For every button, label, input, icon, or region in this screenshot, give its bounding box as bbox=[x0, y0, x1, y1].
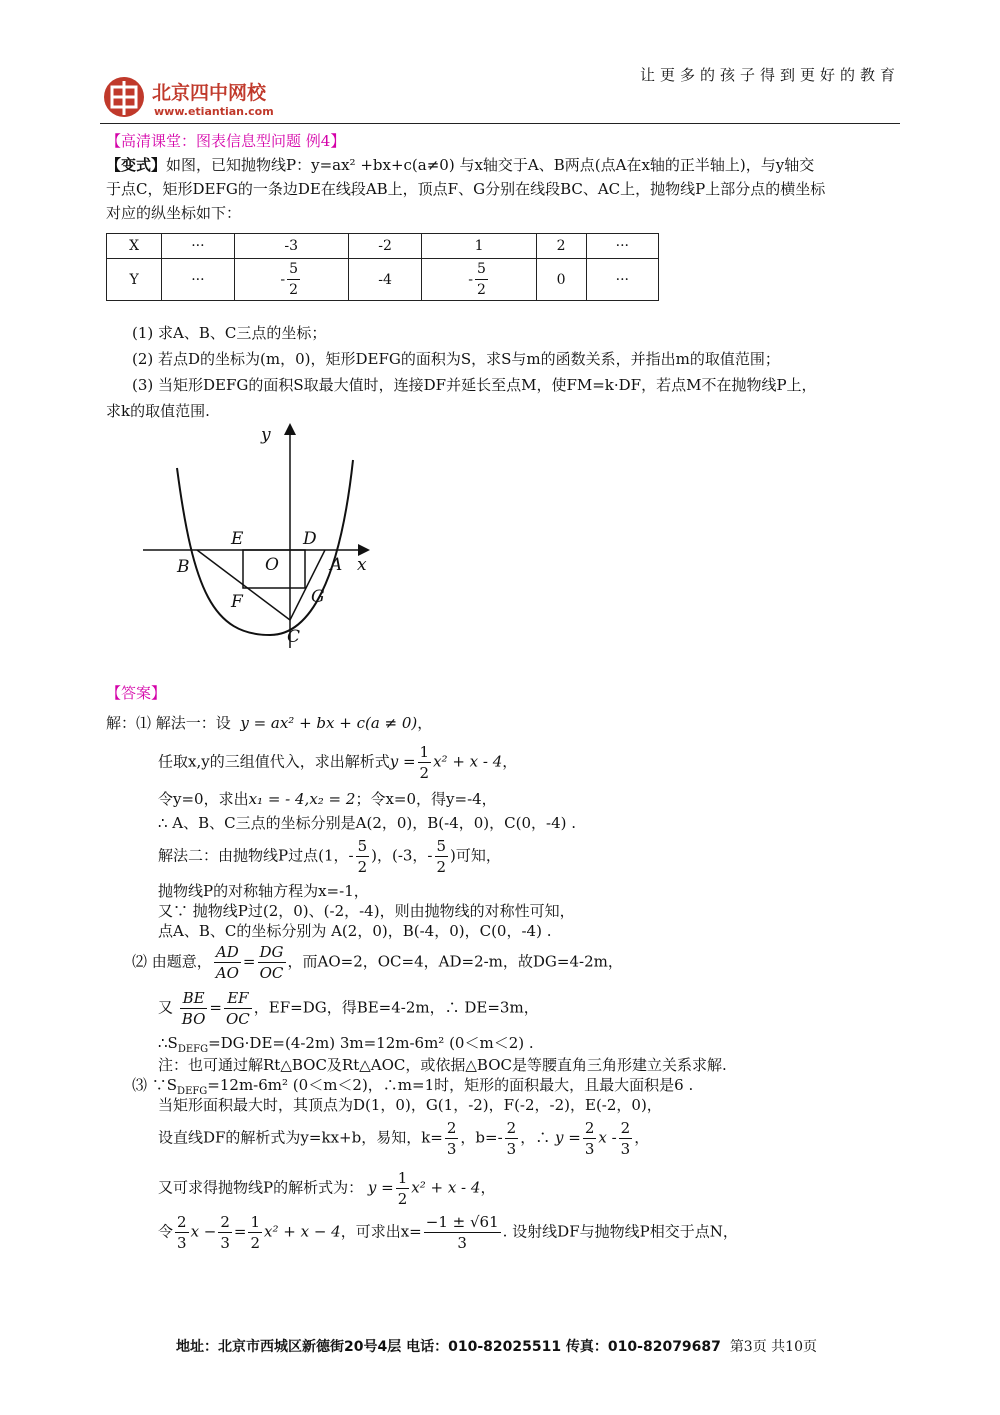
question-1: (1) 求A、B、C三点的坐标； bbox=[132, 324, 327, 342]
problem-line-1 bbox=[106, 154, 814, 175]
numerator: 2 bbox=[506, 1119, 517, 1137]
table-cell bbox=[422, 259, 536, 301]
fraction bbox=[418, 742, 432, 783]
denominator: BO bbox=[181, 1010, 206, 1028]
solution-text: )可知， bbox=[450, 846, 501, 865]
solution-4: ∴ A、B、C三点的坐标分别是A(2，0)，B(-4，0)，C(0，-4) . bbox=[158, 814, 577, 832]
solution-8: 点A、B、C的坐标分别为 A(2，0)，B(-4，0)，C(0，-4) . bbox=[158, 922, 552, 940]
solution-text: 解：⑴ 解法一：设 bbox=[106, 714, 231, 732]
table-row-x bbox=[107, 234, 659, 259]
table-cell: ··· bbox=[162, 259, 234, 301]
school-logo bbox=[102, 75, 362, 123]
table-cell: 2 bbox=[536, 234, 586, 259]
logo-url: www.etiantian.com bbox=[154, 105, 274, 118]
equation: x² + x - 4 bbox=[433, 752, 503, 771]
parabola-figure bbox=[135, 420, 375, 655]
numerator: EF bbox=[224, 988, 252, 1009]
equation: = bbox=[233, 1222, 247, 1241]
solution-text: ， bbox=[480, 1178, 496, 1197]
table-cell: -3 bbox=[234, 234, 348, 259]
numerator: 2 bbox=[584, 1119, 595, 1137]
solution-12: 注：也可通过解Rt△BOC及Rt△AOC，或依据△BOC是等腰直角三角形建立关系求解. bbox=[158, 1056, 727, 1074]
table-row-y bbox=[107, 259, 659, 301]
solution-text: ；令x=0，得y=-4， bbox=[355, 790, 497, 808]
answer-tag: 【答案】 bbox=[106, 684, 167, 702]
solution-text: 又可求得抛物线P的解析式为： bbox=[158, 1178, 364, 1197]
denominator: 3 bbox=[457, 1234, 467, 1252]
numerator: 1 bbox=[250, 1213, 261, 1231]
solution-17 bbox=[158, 1212, 738, 1253]
numerator: 1 bbox=[397, 1169, 408, 1187]
solution-text: 令 bbox=[158, 1222, 174, 1241]
denominator: OC bbox=[259, 964, 284, 982]
denominator: 2 bbox=[357, 858, 368, 876]
solution-text: 任取x,y的三组值代入，求出解析式 bbox=[158, 752, 390, 771]
solution-14: 当矩形面积最大时，其顶点为D(1，0)，G(1，-2)，F(-2，-2)，E(-2，0)， bbox=[158, 1096, 662, 1114]
logo-text: 北京四中网校 bbox=[152, 82, 267, 104]
footer bbox=[176, 1336, 817, 1356]
denominator: 2 bbox=[397, 1190, 408, 1208]
page-number: 第3页 共10页 bbox=[729, 1339, 817, 1355]
numerator: 2 bbox=[446, 1119, 457, 1137]
solution-text: ⑵ 由题意， bbox=[132, 952, 212, 971]
table-cell bbox=[234, 259, 348, 301]
solution-text: =12m-6m² (0＜m＜2)，∴m=1时，矩形的面积最大，且最大面积是6 . bbox=[207, 1076, 694, 1094]
problem-line-2: 于点C，矩形DEFG的一条边DE在线段AB上，顶点F、G分别在线段BC、AC上，抛物线P上部分点的横坐标 bbox=[106, 180, 826, 198]
numerator: DG bbox=[259, 943, 284, 961]
label-e: E bbox=[231, 529, 244, 549]
solution-text: ， bbox=[634, 1128, 650, 1147]
fraction bbox=[619, 1118, 633, 1159]
fraction bbox=[356, 836, 370, 877]
solution-text: ，而AO=2，OC=4，AD=2-m，故DG=4-2m， bbox=[287, 952, 623, 971]
denominator: 3 bbox=[446, 1140, 457, 1158]
minus-sign: - bbox=[280, 271, 286, 288]
table-cell: Y bbox=[107, 259, 162, 301]
numerator: 2 bbox=[220, 1213, 230, 1231]
numerator: BE bbox=[180, 988, 208, 1009]
equation: y = ax² + bx + c(a ≠ 0) bbox=[240, 714, 418, 732]
label-f: F bbox=[231, 592, 243, 612]
fraction bbox=[396, 1168, 410, 1209]
segment-ac bbox=[290, 550, 325, 620]
fraction bbox=[180, 988, 208, 1029]
footer-address: 地址：北京市西城区新德街20号4层 电话：010-82025511 传真：010-82079687 bbox=[176, 1339, 721, 1355]
solution-11 bbox=[158, 1032, 534, 1055]
denominator: 2 bbox=[250, 1234, 261, 1252]
equation: x₁ = - 4,x₂ = 2 bbox=[248, 790, 356, 808]
subscript: DEFG bbox=[177, 1086, 208, 1097]
denominator: 3 bbox=[584, 1140, 595, 1158]
numerator: 1 bbox=[419, 743, 430, 761]
table-cell: ··· bbox=[586, 259, 658, 301]
equation: x² + x - 4 bbox=[411, 1178, 481, 1197]
solution-2 bbox=[158, 742, 517, 783]
problem-line-3: 对应的纵坐标如下： bbox=[106, 204, 242, 222]
slogan: 让更多的孩子得到更好的教育 bbox=[639, 66, 900, 84]
header-rule bbox=[100, 123, 900, 124]
fraction bbox=[214, 942, 241, 983]
question-3b: 求k的取值范围. bbox=[106, 402, 210, 420]
subscript: DEFG bbox=[177, 1044, 209, 1055]
solution-text: ，b=- bbox=[460, 1128, 503, 1147]
denominator: 3 bbox=[220, 1234, 230, 1252]
value-table bbox=[106, 233, 659, 301]
solution-text: 设直线DF的解析式为y=kx+b，易知，k= bbox=[158, 1128, 443, 1147]
fraction bbox=[445, 1118, 459, 1159]
fraction bbox=[435, 836, 449, 877]
fraction bbox=[475, 259, 488, 300]
parabola bbox=[177, 460, 353, 635]
label-b: B bbox=[177, 557, 190, 577]
solution-text: ， bbox=[417, 714, 433, 732]
solution-6: 抛物线P的对称轴方程为x=-1， bbox=[158, 882, 369, 900]
denominator: 3 bbox=[620, 1140, 631, 1158]
solution-text: ，可求出x= bbox=[340, 1222, 422, 1241]
table-cell: 0 bbox=[536, 259, 586, 301]
solution-text: 解法二：由抛物线P过点(1，- bbox=[158, 846, 354, 865]
table-cell: ··· bbox=[162, 234, 234, 259]
table-cell: -2 bbox=[348, 234, 422, 259]
label-g: G bbox=[311, 587, 325, 607]
solution-text: ∴S bbox=[158, 1034, 178, 1052]
numerator: AD bbox=[214, 942, 241, 963]
solution-text: ， bbox=[502, 752, 518, 771]
denominator: AO bbox=[215, 964, 239, 982]
table-cell: ··· bbox=[586, 234, 658, 259]
table-cell: -4 bbox=[348, 259, 422, 301]
solution-15 bbox=[158, 1118, 649, 1159]
equation: y = bbox=[389, 752, 416, 771]
fraction bbox=[424, 1212, 501, 1253]
solution-text: ⑶ ∵S bbox=[132, 1076, 178, 1094]
denominator: 2 bbox=[436, 858, 447, 876]
solution-text: )，(-3，- bbox=[371, 846, 433, 865]
numerator: 5 bbox=[475, 259, 488, 280]
solution-text: ，∴ bbox=[520, 1128, 551, 1147]
equation: x - bbox=[598, 1128, 617, 1147]
denominator: 2 bbox=[419, 764, 430, 782]
solution-10: 又 $\frac{BE}{BO}$ = $\frac{EF}{OC}$ ，EF=DG，得BE=4-2m，∴ DE=3m， bbox=[158, 989, 539, 1028]
table-cell: X bbox=[107, 234, 162, 259]
label-c: C bbox=[287, 627, 301, 647]
denominator: 3 bbox=[177, 1234, 187, 1252]
label-y: y bbox=[261, 425, 271, 445]
question-3a: (3) 当矩形DEFG的面积S取最大值时，连接DF并延长至点M，使FM=k·DF，若点M不在抛物线P上， bbox=[132, 376, 817, 394]
solution-1 bbox=[106, 712, 432, 733]
section-title: 【高清课堂：图表信息型问题 例4】 bbox=[106, 132, 346, 150]
solution-text: =DG·DE=(4-2m) 3m=12m-6m² (0＜m＜2) . bbox=[208, 1034, 534, 1052]
label-d: D bbox=[303, 529, 317, 549]
numerator: 2 bbox=[177, 1213, 187, 1231]
fraction bbox=[583, 1118, 597, 1159]
equation: y = bbox=[367, 1178, 394, 1197]
equation: x − bbox=[190, 1222, 217, 1241]
equation: x² + x − 4 bbox=[264, 1222, 341, 1241]
problem-text-1: 如图，已知抛物线P：y=ax² +bx+c(a≠0) 与x轴交于A、B两点(点A在x轴的正半轴上)，与y轴交 bbox=[166, 156, 815, 174]
fraction bbox=[248, 1212, 262, 1253]
numerator: −1 ± √61 bbox=[425, 1213, 499, 1231]
numerator: 5 bbox=[436, 837, 447, 855]
denominator: 2 bbox=[289, 282, 298, 298]
solution-9: ⑵ 由题意， $\frac{AD}{AO}$ = $\frac{DG}{OC}$ ，而AO=2，OC=4，AD=2-m，故DG=4-2m， bbox=[132, 943, 623, 982]
numerator: 5 bbox=[357, 837, 368, 855]
fraction bbox=[218, 1212, 232, 1253]
denominator: 2 bbox=[476, 282, 486, 298]
solution-text: . 设射线DF与抛物线P相交于点N， bbox=[502, 1222, 738, 1241]
fraction bbox=[258, 942, 286, 983]
fraction bbox=[505, 1118, 519, 1159]
solution-5 bbox=[158, 836, 501, 877]
question-2: (2) 若点D的坐标为(m，0)，矩形DEFG的面积为S，求S与m的函数关系，并指出m的取值范围； bbox=[132, 350, 780, 368]
fraction bbox=[287, 259, 300, 300]
minus-sign: - bbox=[468, 271, 473, 288]
solution-16 bbox=[158, 1168, 495, 1209]
solution-text: ，EF=DG，得BE=4-2m，∴ DE=3m， bbox=[253, 998, 539, 1017]
fraction bbox=[224, 988, 252, 1029]
problem-tag: 【变式】 bbox=[106, 156, 167, 174]
solution-3 bbox=[158, 788, 497, 809]
numerator: 2 bbox=[620, 1119, 631, 1137]
fraction bbox=[175, 1212, 189, 1253]
label-x: x bbox=[357, 555, 367, 575]
label-o: O bbox=[265, 555, 279, 575]
solution-text: 令y=0，求出 bbox=[158, 790, 249, 808]
numerator: 5 bbox=[287, 259, 300, 280]
table-cell: 1 bbox=[422, 234, 536, 259]
equation: y = bbox=[555, 1128, 581, 1147]
solution-text: 又 bbox=[158, 998, 174, 1017]
denominator: 3 bbox=[506, 1140, 517, 1158]
label-a: A bbox=[330, 555, 343, 575]
denominator: OC bbox=[225, 1010, 250, 1028]
solution-7: 又∵ 抛物线P过(2，0)、(-2，-4)，则由抛物线的对称性可知， bbox=[158, 902, 575, 920]
